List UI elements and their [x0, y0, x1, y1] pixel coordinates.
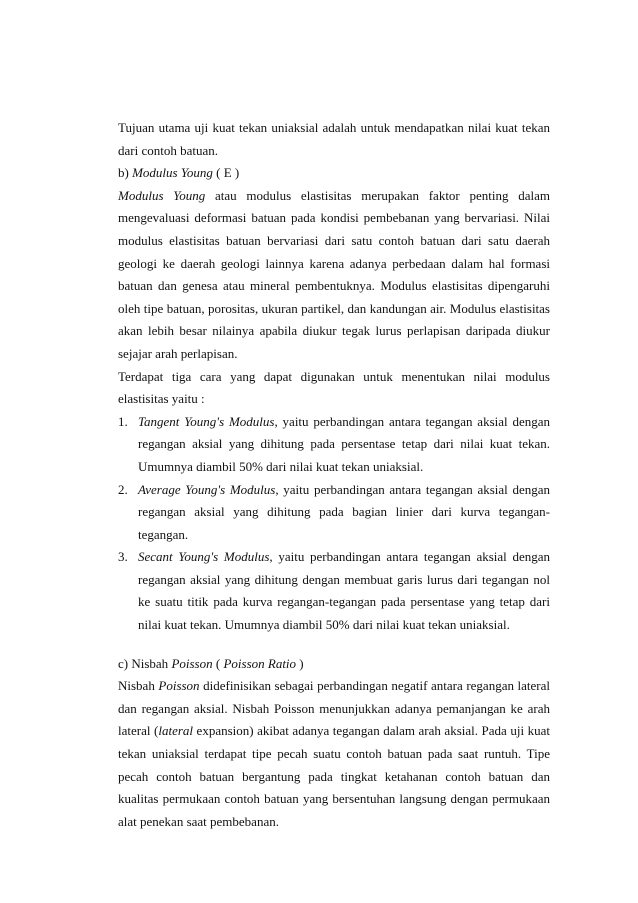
list-text: , yaitu perbandingan antara tegangan aksial dengan regangan aksial yang dihitung pada persentase tetap dari nilai kuat tekan. Umumnya diambil 50% dari nilai kuat tekan uniaksial.	[138, 413, 551, 474]
poisson-paragraph	[118, 675, 550, 833]
methods-list	[118, 411, 550, 637]
intro-paragraph: Tujuan utama uji kuat tekan uniaksial adalah untuk mendapatkan nilai kuat tekan dari contoh batuan.	[118, 120, 550, 158]
section-heading-poisson	[118, 653, 550, 676]
list-text: , yaitu perbandingan antara tegangan aksial dengan regangan aksial yang dihitung dengan membuat garis lurus dari tegangan nol ke suatu titik pada kurva regangan-tegangan pada persentase yang tetap dari nilai kuat tekan. Umumnya diambil 50% dari nilai kuat tekan uniaksial.	[138, 549, 550, 633]
heading-mid: (	[212, 655, 224, 671]
paragraph-text: didefinisikan sebagai perbandingan negatif antara regangan lateral dan regangan aksial. Nisbah Poisson menunjukkan adanya pemanjangan ke arah lateral (	[118, 678, 550, 739]
term-italic: Poisson	[158, 678, 200, 694]
paragraph-text: expansion) akibat adanya tegangan dalam arah aksial. Pada uji kuat tekan uniaksial terdapat tipe pecah suatu contoh batuan pada saat runtuh. Tipe pecah contoh batuan bergantung pada tingkat ketahanan contoh batuan dan kualitas permukaan contoh batuan yang bersentuhan langsung dengan permukaan alat penekan saat pembebanan.	[118, 723, 550, 829]
heading-term-alt: Poisson Ratio	[223, 655, 297, 671]
heading-suffix: )	[296, 655, 304, 671]
paragraph-text: atau modulus elastisitas merupakan faktor penting dalam mengevaluasi deformasi batuan pada kondisi pembebanan yang bervariasi. Nilai modulus elastisitas batuan bervariasi dari satu contoh batuan dari satu daerah geologi ke daerah geologi lainnya karena adanya perbedaan dalam hal formasi batuan dan genesa atau mineral pembentuknya. Modulus elastisitas dipengaruhi oleh tipe batuan, porositas, ukuran partikel, dan kandungan air. Modulus elastisitas akan lebih besar nilainya apabila diukur tegak lurus perlapisan daripada diukur sejajar arah perlapisan.	[118, 187, 550, 361]
heading-term: Poisson	[171, 655, 213, 671]
heading-suffix: ( E )	[212, 165, 240, 181]
list-term: Tangent Young's Modulus	[138, 413, 275, 429]
paragraph-text: Nisbah	[118, 678, 159, 694]
heading-prefix: c) Nisbah	[118, 655, 172, 671]
document-page	[118, 117, 550, 833]
methods-intro-paragraph: Terdapat tiga cara yang dapat digunakan untuk menentukan nilai modulus elastisitas yaitu :	[118, 368, 550, 407]
section-gap	[118, 637, 550, 653]
list-text: , yaitu perbandingan antara tegangan aksial dengan regangan aksial yang dihitung pada bagian linier dari kurva tegangan- tegangan.	[138, 481, 550, 542]
list-number: 3.	[118, 549, 128, 565]
heading-prefix: b)	[118, 165, 133, 181]
section-heading-young	[118, 162, 550, 185]
list-number: 1.	[118, 413, 128, 429]
list-item	[118, 546, 550, 636]
term-italic: lateral	[158, 723, 194, 739]
list-number: 2.	[118, 481, 128, 497]
young-definition-paragraph	[118, 185, 550, 366]
term-italic: Modulus Young	[118, 187, 206, 203]
list-term: Average Young's Modulus	[138, 481, 276, 497]
list-item	[118, 479, 550, 547]
list-item	[118, 411, 550, 479]
list-term: Secant Young's Modulus	[138, 549, 270, 565]
heading-term: Modulus Young	[132, 165, 213, 181]
